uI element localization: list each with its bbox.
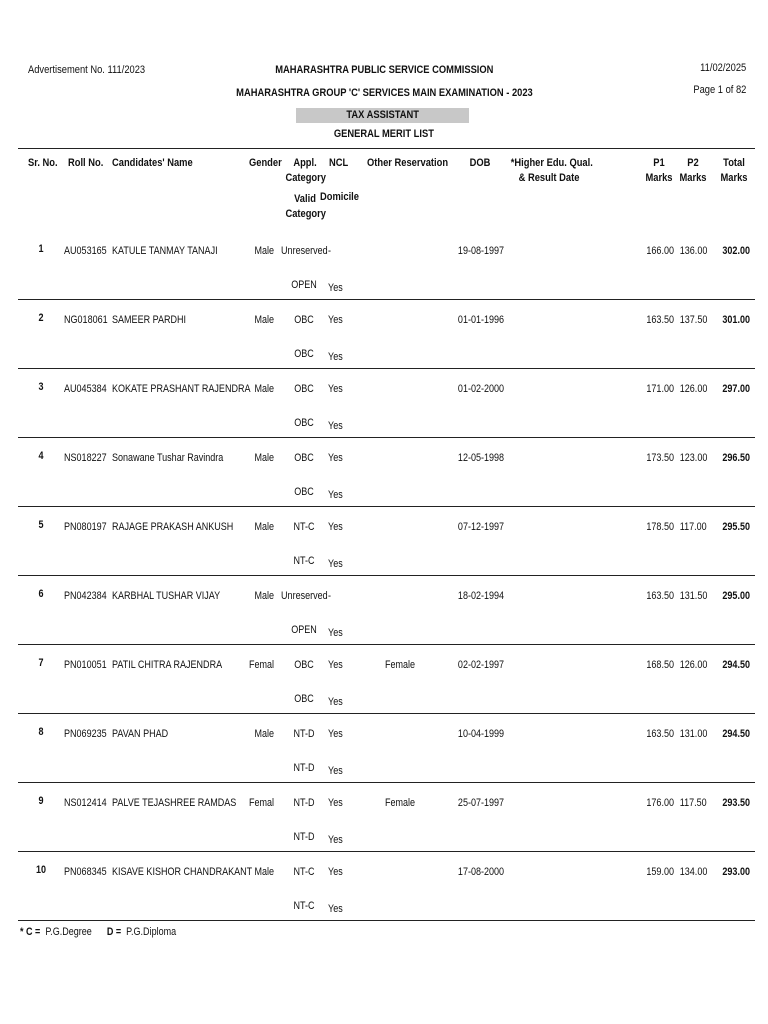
row-p1-marks: 178.50 xyxy=(646,521,674,533)
row-ncl: Yes xyxy=(328,452,343,464)
row-appl-category: Unreserved xyxy=(281,590,328,602)
row-p1-marks: 166.00 xyxy=(646,245,674,257)
table-row xyxy=(18,645,755,714)
row-sr-no: 1 xyxy=(38,243,44,255)
page-number: Page 1 of 82 xyxy=(692,84,746,96)
row-domicile: Yes xyxy=(328,696,343,708)
col-total-marks: Total Marks xyxy=(720,157,748,184)
col-appl-category: Appl. Category xyxy=(285,157,326,184)
row-p1-marks: 176.00 xyxy=(646,797,674,809)
row-gender: Male xyxy=(254,383,274,395)
row-sr-no: 4 xyxy=(38,450,44,462)
row-ncl: Yes xyxy=(328,383,343,395)
row-sr-no: 7 xyxy=(38,657,44,669)
list-title: GENERAL MERIT LIST xyxy=(333,128,435,140)
table-row xyxy=(18,852,755,921)
row-ncl: Yes xyxy=(328,866,343,878)
row-domicile: Yes xyxy=(328,903,343,915)
row-gender: Male xyxy=(254,245,274,257)
table-row xyxy=(18,438,755,507)
row-valid-category: NT-D xyxy=(293,762,315,774)
col-p1-marks: P1 Marks xyxy=(645,157,673,184)
row-p1-marks: 163.50 xyxy=(646,590,674,602)
col-roll: Roll No. xyxy=(68,157,104,169)
row-p2-marks: 117.50 xyxy=(679,797,707,809)
col-name: Candidates' Name xyxy=(112,157,193,169)
row-total-marks: 295.50 xyxy=(722,521,750,533)
row-p2-marks: 136.00 xyxy=(679,245,708,257)
row-appl-category: NT-D xyxy=(293,797,315,809)
row-gender: Male xyxy=(254,728,274,740)
row-domicile: Yes xyxy=(328,351,343,363)
row-p1-marks: 159.00 xyxy=(646,866,674,878)
row-ncl: Yes xyxy=(328,728,343,740)
row-candidate-name: KOKATE PRASHANT RAJENDRA xyxy=(112,383,251,395)
row-ncl: Yes xyxy=(328,797,343,809)
row-p1-marks: 163.50 xyxy=(646,314,674,326)
row-sr-no: 9 xyxy=(38,795,44,807)
row-p2-marks: 131.00 xyxy=(679,728,708,740)
row-dob: 10-04-1999 xyxy=(457,728,505,740)
row-domicile: Yes xyxy=(328,420,343,432)
row-ncl: - xyxy=(328,245,332,257)
footnote: * C = P.G.Degree D = P.G.Diploma xyxy=(20,926,177,938)
examination-title: MAHARASHTRA GROUP 'C' SERVICES MAIN EXAMINATION - 2023 xyxy=(235,87,533,99)
row-candidate-name: KARBHAL TUSHAR VIJAY xyxy=(112,590,221,602)
row-divider xyxy=(18,920,755,921)
row-gender: Male xyxy=(254,452,274,464)
row-ncl: Yes xyxy=(328,659,343,671)
row-p2-marks: 137.50 xyxy=(679,314,708,326)
row-roll-no: PN069235 xyxy=(64,728,107,740)
row-appl-category: OBC xyxy=(294,452,314,464)
row-sr-no: 10 xyxy=(35,864,47,876)
row-valid-category: OBC xyxy=(294,693,314,705)
row-appl-category: Unreserved xyxy=(281,245,328,257)
row-total-marks: 294.50 xyxy=(722,728,750,740)
row-domicile: Yes xyxy=(328,489,343,501)
row-valid-category: NT-C xyxy=(293,900,315,912)
row-dob: 19-08-1997 xyxy=(457,245,505,257)
row-gender: Femal xyxy=(248,797,274,809)
header-top-rule xyxy=(18,148,755,149)
row-p2-marks: 131.50 xyxy=(679,590,708,602)
row-gender: Male xyxy=(254,590,274,602)
advertisement-number: Advertisement No. 111/2023 xyxy=(28,64,146,76)
row-roll-no: PN042384 xyxy=(64,590,107,602)
row-valid-category: OPEN xyxy=(291,624,317,636)
row-dob: 02-02-1997 xyxy=(457,659,505,671)
row-candidate-name: Sonawane Tushar Ravindra xyxy=(112,452,224,464)
row-appl-category: NT-C xyxy=(293,866,315,878)
table-row xyxy=(18,783,755,852)
col-other-reservation: Other Reservation xyxy=(367,157,449,169)
row-p2-marks: 123.00 xyxy=(679,452,708,464)
row-domicile: Yes xyxy=(328,627,343,639)
col-ncl: NCL xyxy=(329,157,349,169)
row-p1-marks: 171.00 xyxy=(646,383,674,395)
row-appl-category: OBC xyxy=(294,383,314,395)
row-total-marks: 294.50 xyxy=(722,659,750,671)
row-p1-marks: 168.50 xyxy=(646,659,674,671)
table-row xyxy=(18,714,755,783)
row-ncl: - xyxy=(328,590,332,602)
row-gender: Femal xyxy=(248,659,274,671)
row-total-marks: 297.00 xyxy=(722,383,750,395)
row-roll-no: PN080197 xyxy=(64,521,107,533)
row-appl-category: OBC xyxy=(294,659,314,671)
row-dob: 01-01-1996 xyxy=(457,314,505,326)
row-p2-marks: 117.00 xyxy=(679,521,707,533)
row-valid-category: NT-C xyxy=(293,555,315,567)
row-domicile: Yes xyxy=(328,558,343,570)
row-sr-no: 8 xyxy=(38,726,44,738)
row-candidate-name: PAVAN PHAD xyxy=(112,728,169,740)
col-dob: DOB xyxy=(469,157,491,169)
row-domicile: Yes xyxy=(328,834,343,846)
row-sr-no: 6 xyxy=(38,588,44,600)
table-row xyxy=(18,231,755,300)
row-total-marks: 293.50 xyxy=(722,797,750,809)
table-row xyxy=(18,300,755,369)
row-dob: 07-12-1997 xyxy=(457,521,505,533)
row-valid-category: OBC xyxy=(294,486,314,498)
row-gender: Male xyxy=(254,314,274,326)
col-domicile: Domicile xyxy=(320,191,359,203)
row-roll-no: AU053165 xyxy=(64,245,107,257)
row-sr-no: 2 xyxy=(38,312,44,324)
row-roll-no: AU045384 xyxy=(64,383,107,395)
col-valid-category: Valid Category xyxy=(285,193,326,220)
row-valid-category: OBC xyxy=(294,348,314,360)
row-candidate-name: RAJAGE PRAKASH ANKUSH xyxy=(112,521,234,533)
row-total-marks: 302.00 xyxy=(722,245,750,257)
col-sr: Sr. No. xyxy=(28,157,58,169)
table-row xyxy=(18,369,755,438)
row-p2-marks: 134.00 xyxy=(679,866,708,878)
row-valid-category: NT-D xyxy=(293,831,315,843)
table-row xyxy=(18,507,755,576)
row-roll-no: NG018061 xyxy=(64,314,108,326)
row-candidate-name: SAMEER PARDHI xyxy=(112,314,187,326)
document-date: 11/02/2025 xyxy=(699,62,746,74)
row-gender: Male xyxy=(254,866,274,878)
row-domicile: Yes xyxy=(328,282,343,294)
row-dob: 17-08-2000 xyxy=(457,866,505,878)
col-gender: Gender xyxy=(249,157,282,169)
row-other-reservation: Female xyxy=(384,797,416,809)
row-valid-category: OPEN xyxy=(291,279,317,291)
row-dob: 18-02-1994 xyxy=(457,590,505,602)
col-p2-marks: P2 Marks xyxy=(679,157,707,184)
row-gender: Male xyxy=(254,521,274,533)
row-total-marks: 296.50 xyxy=(722,452,750,464)
row-candidate-name: KISAVE KISHOR CHANDRAKANT xyxy=(112,866,253,878)
row-dob: 01-02-2000 xyxy=(457,383,505,395)
row-appl-category: OBC xyxy=(294,314,314,326)
post-title: TAX ASSISTANT xyxy=(296,108,469,123)
row-sr-no: 3 xyxy=(38,381,44,393)
row-dob: 12-05-1998 xyxy=(457,452,505,464)
row-candidate-name: KATULE TANMAY TANAJI xyxy=(112,245,218,257)
row-sr-no: 5 xyxy=(38,519,44,531)
row-total-marks: 301.00 xyxy=(722,314,750,326)
row-dob: 25-07-1997 xyxy=(457,797,505,809)
row-ncl: Yes xyxy=(328,314,343,326)
row-total-marks: 295.00 xyxy=(722,590,750,602)
row-valid-category: OBC xyxy=(294,417,314,429)
row-p2-marks: 126.00 xyxy=(679,659,708,671)
row-ncl: Yes xyxy=(328,521,343,533)
row-p2-marks: 126.00 xyxy=(679,383,708,395)
table-row xyxy=(18,576,755,645)
row-p1-marks: 173.50 xyxy=(646,452,674,464)
row-domicile: Yes xyxy=(328,765,343,777)
row-candidate-name: PATIL CHITRA RAJENDRA xyxy=(112,659,223,671)
row-appl-category: NT-C xyxy=(293,521,315,533)
row-roll-no: NS018227 xyxy=(64,452,107,464)
row-total-marks: 293.00 xyxy=(722,866,750,878)
row-other-reservation: Female xyxy=(384,659,416,671)
row-p1-marks: 163.50 xyxy=(646,728,674,740)
col-higher-edu: *Higher Edu. Qual. & Result Date xyxy=(510,157,593,184)
row-candidate-name: PALVE TEJASHREE RAMDAS xyxy=(112,797,237,809)
organization-title: MAHARASHTRA PUBLIC SERVICE COMMISSION xyxy=(274,64,494,76)
row-appl-category: NT-D xyxy=(293,728,315,740)
row-roll-no: NS012414 xyxy=(64,797,107,809)
row-roll-no: PN068345 xyxy=(64,866,107,878)
row-roll-no: PN010051 xyxy=(64,659,107,671)
